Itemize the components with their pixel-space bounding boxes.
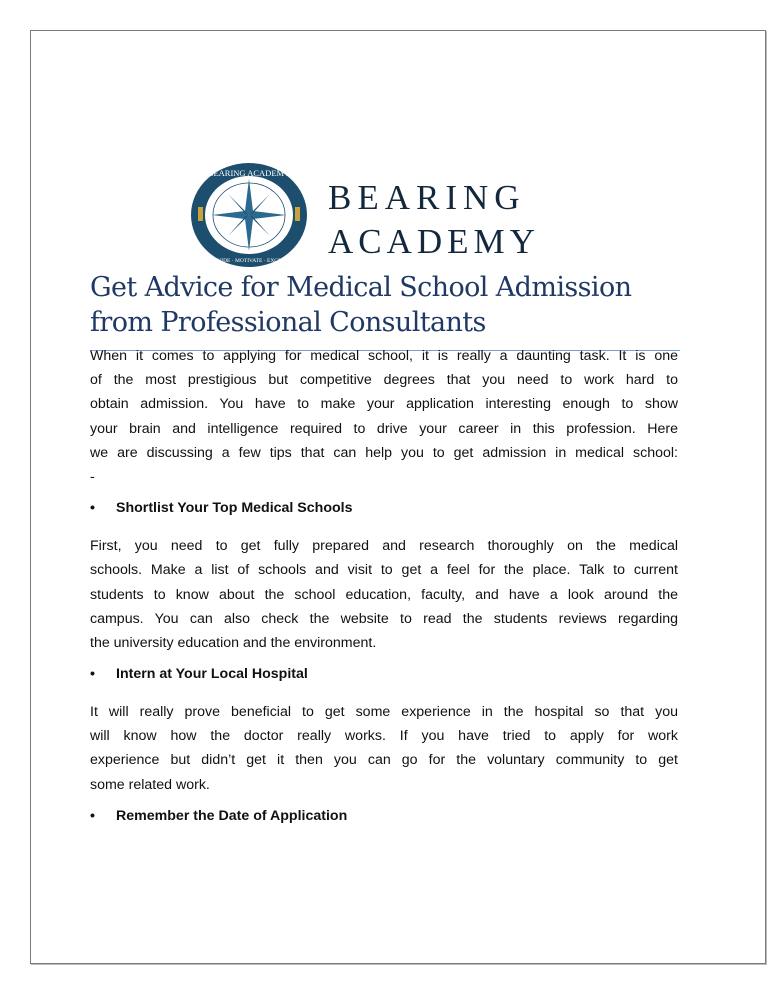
bullet-heading xyxy=(90,496,678,520)
wordmark-line: BEARING xyxy=(328,178,526,217)
bullet-heading xyxy=(90,662,678,686)
bullet-icon: • xyxy=(90,666,95,683)
bullet-heading-text: Shortlist Your Top Medical Schools xyxy=(116,500,353,517)
text-line: will know how the doctor really works. If you have tried to apply for work xyxy=(90,728,678,745)
text-line: When it comes to applying for medical school, it is really a daunting task. It is one xyxy=(90,348,678,364)
bullet-heading-text: Remember the Date of Application xyxy=(116,807,348,824)
text-line: obtain admission. You have to make your application interesting enough to show xyxy=(90,396,678,413)
bullet-icon: • xyxy=(90,807,95,824)
text-line: First, you need to get fully prepared and research thoroughly on the medical xyxy=(90,538,678,555)
seal-motto: GUIDE · MOTIVATE · EXCEL xyxy=(213,258,285,264)
bullet-heading-text: Intern at Your Local Hospital xyxy=(116,666,308,683)
text-line: students to know about the school education, faculty, and have a look around the xyxy=(90,586,678,603)
text-line: we are discussing a few tips that can help you to get admission in medical school: xyxy=(90,444,678,461)
text-line: the university education and the environment. xyxy=(90,634,377,651)
title-line: from Professional Consultants xyxy=(90,307,486,338)
text-line: - xyxy=(90,468,95,485)
text-line: schools. Make a list of schools and visit to get a feel for the place. Talk to current xyxy=(90,562,678,579)
paragraph xyxy=(90,344,678,489)
text-line: experience but didn’t get it then you can go for the voluntary community to get xyxy=(90,752,678,769)
page-title xyxy=(90,270,690,340)
text-line: your brain and intelligence required to drive your career in this profession. Here xyxy=(90,420,678,437)
title-line: Get Advice for Medical School Admission xyxy=(90,272,632,303)
text-line: It will really prove beneficial to get some experience in the hospital so that you xyxy=(90,704,678,721)
text-line: of the most prestigious but competitive degrees that you need to work hard to xyxy=(90,372,678,389)
text-line: campus. You can also check the website to read the students reviews regarding xyxy=(90,610,678,627)
seal-text: BEARING ACADEMY xyxy=(207,168,291,178)
bullet-heading xyxy=(90,804,678,828)
logo-wordmark xyxy=(328,176,540,264)
bullet-icon: • xyxy=(90,500,95,517)
document-body xyxy=(90,344,678,842)
wordmark-line: ACADEMY xyxy=(328,222,540,261)
text-line: some related work. xyxy=(90,776,210,793)
paragraph xyxy=(90,700,678,797)
paragraph xyxy=(90,534,678,655)
